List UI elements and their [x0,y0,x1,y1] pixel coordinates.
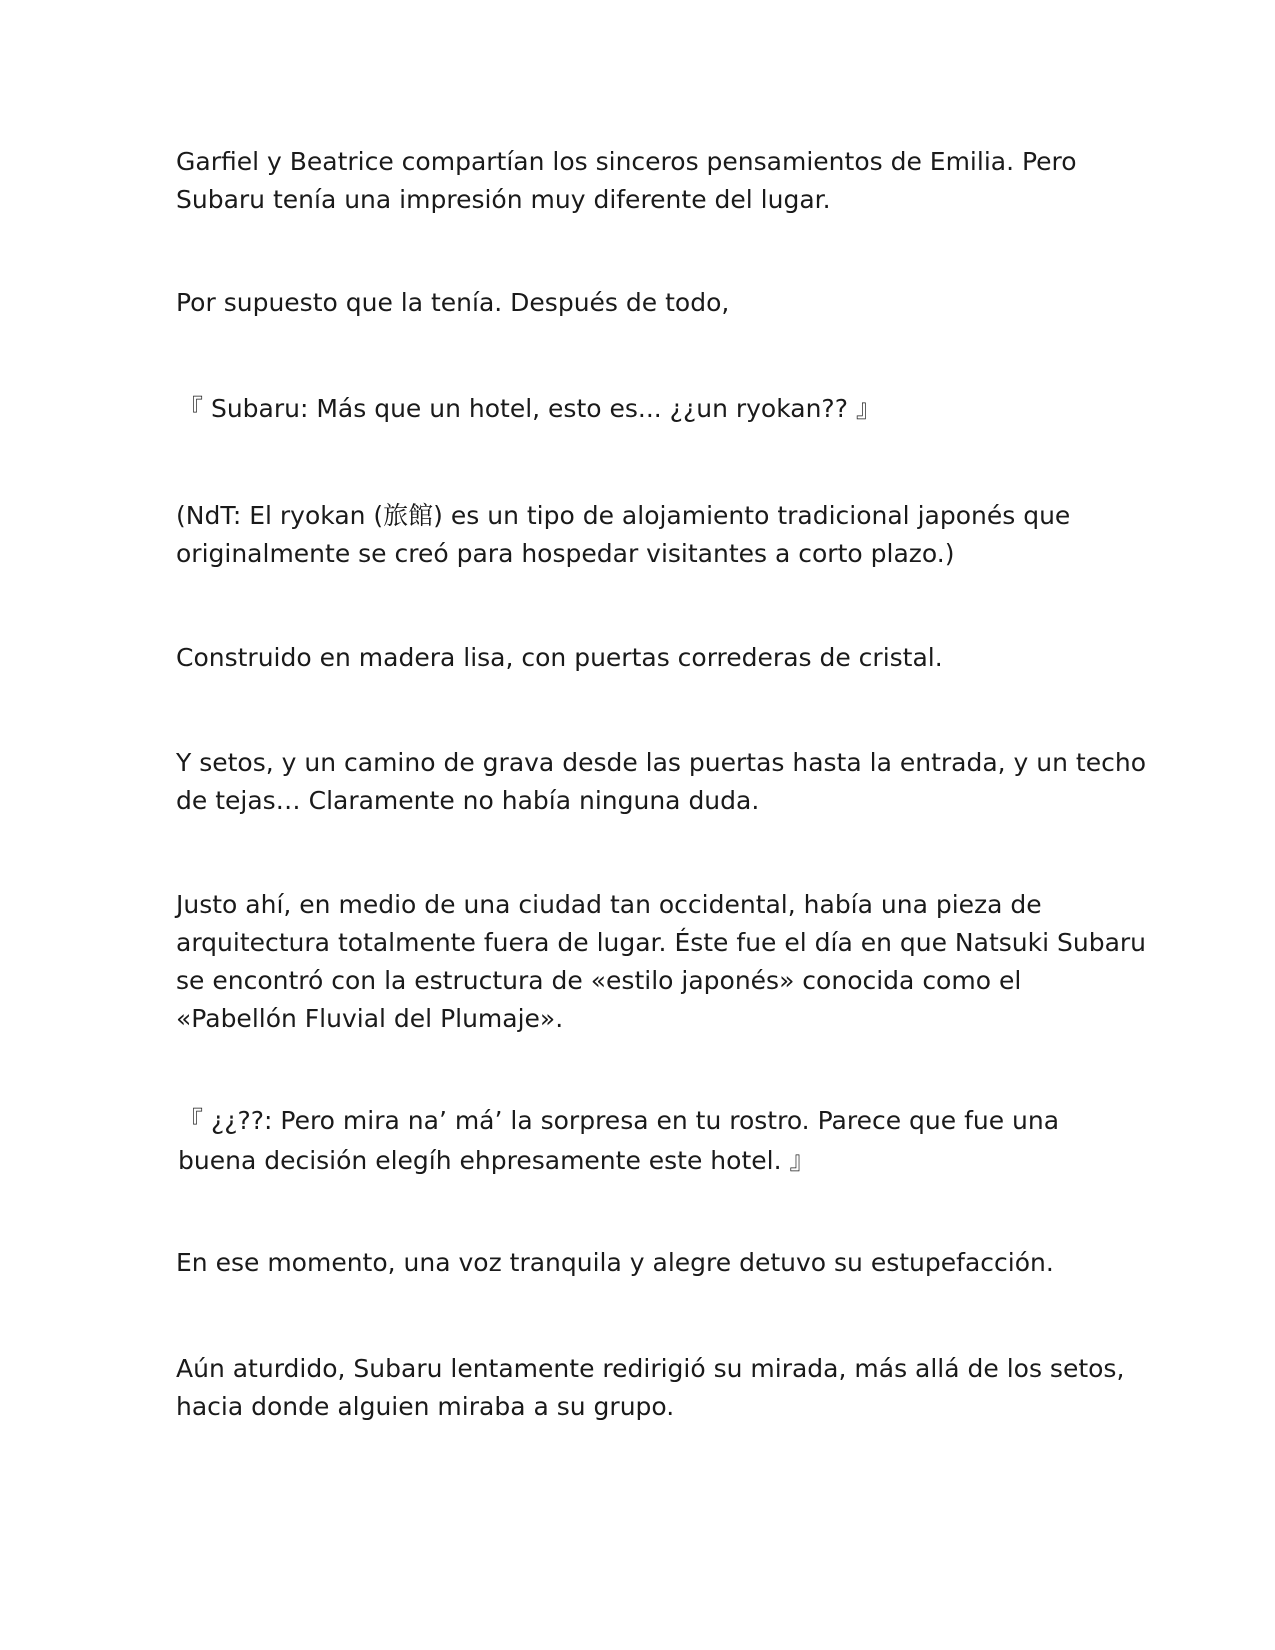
text-line: Garfiel y Beatrice compartían los sinceros pensamientos de Emilia. Pero [176,147,1077,176]
text-line: Subaru tenía una impresión muy diferente del lugar. [176,185,831,214]
paragraph-2 [176,284,1096,322]
text-line: buena decisión elegíh ehpresamente este hotel. 』 [178,1146,815,1175]
dialogue-unknown [178,1101,1098,1181]
dialogue-subaru [178,390,1098,428]
text-line: Aún aturdido, Subaru lentamente redirigió su mirada, más allá de los setos, [176,1354,1125,1383]
paragraph-6 [176,744,1146,820]
paragraph-10 [176,1350,1125,1426]
text-line: 『 Subaru: Más que un hotel, esto es... ¿¿un ryokan?? 』 [178,394,881,423]
text-line: Y setos, y un camino de grava desde las puertas hasta la entrada, y un techo [176,748,1146,777]
text-line: «Pabellón Fluvial del Plumaje». [176,1004,564,1033]
text-line: hacia donde alguien miraba a su grupo. [176,1392,675,1421]
text-line: 『 ¿¿??: Pero mira na’ má’ la sorpresa en tu rostro. Parece que fue una [178,1106,1060,1135]
text-line: de tejas… Claramente no había ninguna duda. [176,786,760,815]
text-line: Construido en madera lisa, con puertas correderas de cristal. [176,643,943,672]
translator-note [176,497,1096,573]
paragraph-9 [176,1244,1096,1282]
text-line: Por supuesto que la tenía. Después de todo, [176,288,730,317]
text-line: se encontró con la estructura de «estilo japonés» conocida como el [176,966,1022,995]
text-line: arquitectura totalmente fuera de lugar. Éste fue el día en que Natsuki Subaru [176,928,1147,957]
text-line: En ese momento, una voz tranquila y alegre detuvo su estupefacción. [176,1248,1054,1277]
text-line: (NdT: El ryokan (旅館) es un tipo de alojamiento tradicional japonés que [176,501,1071,530]
paragraph-7 [176,886,1147,1038]
text-line: Justo ahí, en medio de una ciudad tan occidental, había una pieza de [176,890,1042,919]
paragraph-1 [176,143,1096,219]
paragraph-5 [176,639,1096,677]
text-line: originalmente se creó para hospedar visitantes a corto plazo.) [176,539,955,568]
